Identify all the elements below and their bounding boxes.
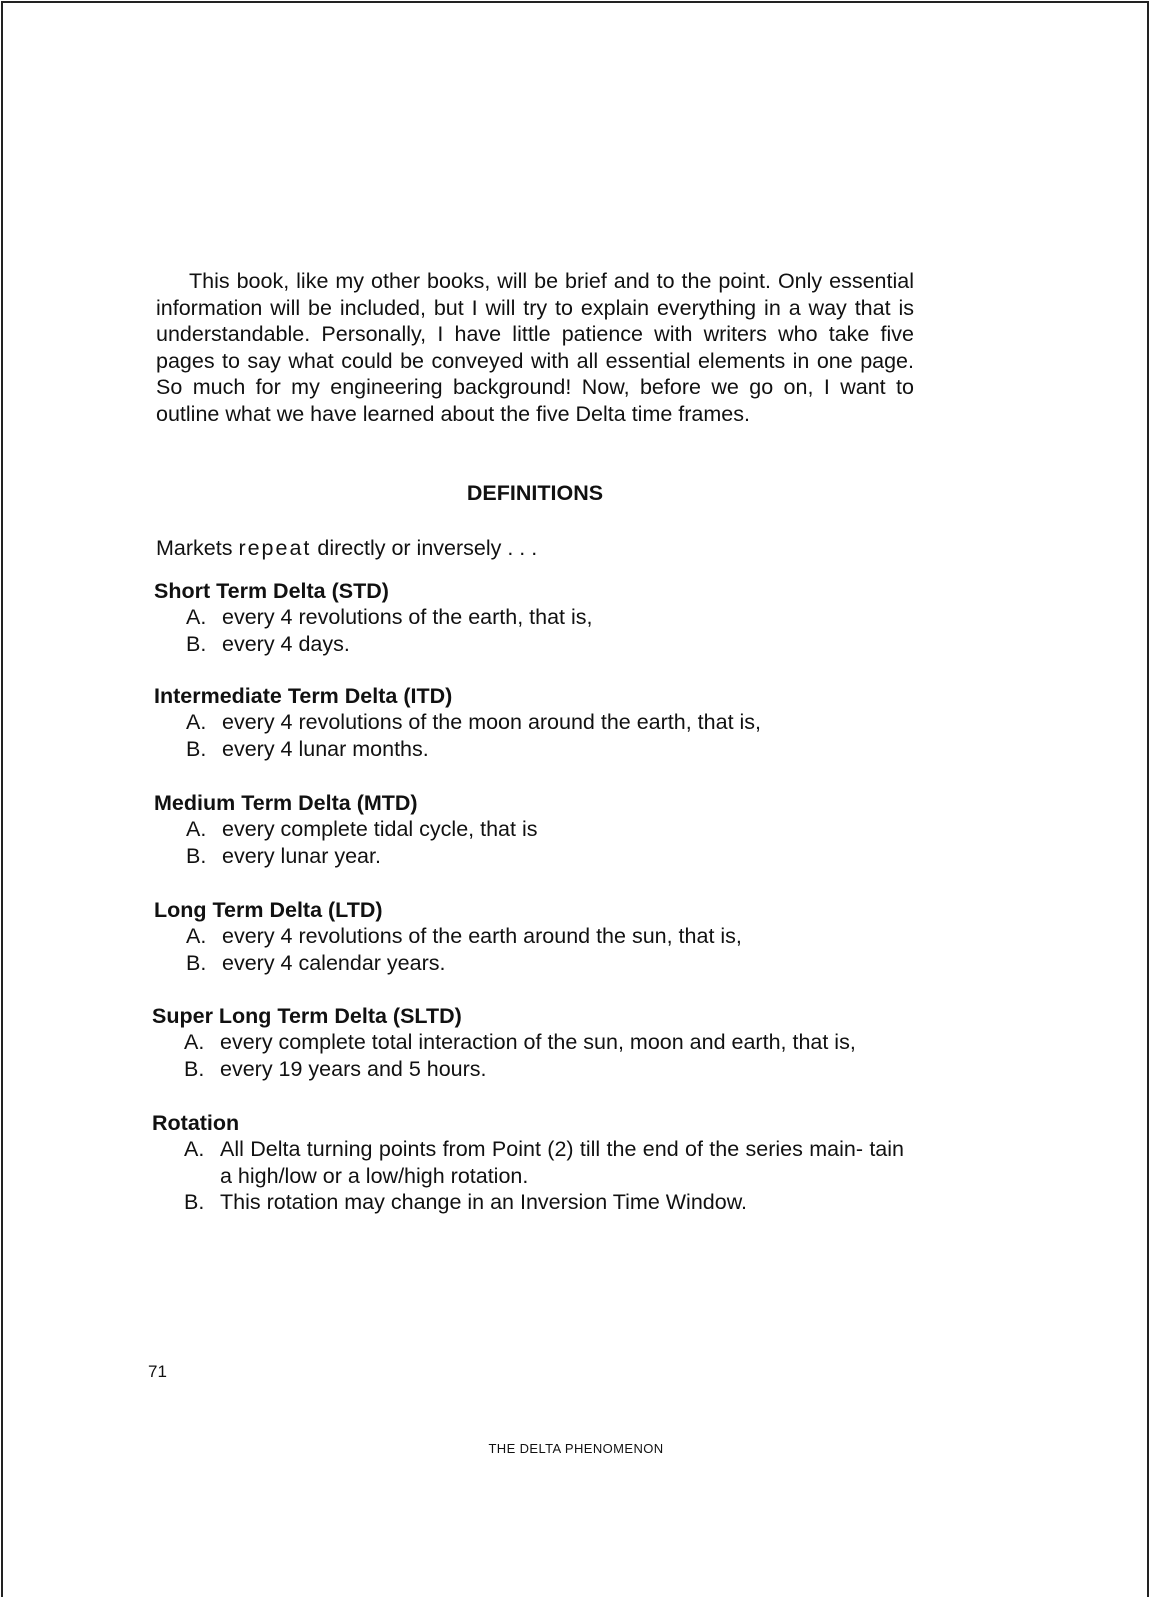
- item-text: every complete tidal cycle, that is: [222, 817, 538, 841]
- definition-itd: [154, 683, 914, 762]
- item-text: every 4 revolutions of the earth, that is,: [222, 605, 593, 629]
- definition-item: [154, 923, 914, 950]
- item-letter: B.: [186, 631, 207, 656]
- running-footer: THE DELTA PHENOMENON: [488, 1441, 664, 1456]
- item-letter: A.: [186, 605, 207, 629]
- definition-mtd: [154, 790, 914, 869]
- definition-item: [154, 631, 914, 658]
- definition-title: Rotation: [152, 1111, 240, 1135]
- item-text: every 4 revolutions of the moon around the earth, that is,: [222, 710, 762, 734]
- item-text: every 4 lunar months.: [222, 736, 429, 761]
- item-letter: B.: [184, 1190, 205, 1214]
- item-text: every 19 years and 5 hours.: [220, 1056, 487, 1081]
- item-text: every 4 days.: [222, 631, 350, 656]
- definition-item: [152, 1189, 904, 1216]
- definition-item: [154, 709, 914, 736]
- item-letter: A.: [184, 1137, 205, 1161]
- item-text: every 4 revolutions of the earth around the sun, that is,: [222, 924, 742, 948]
- item-letter: A.: [184, 1030, 205, 1054]
- item-letter: A.: [186, 710, 207, 734]
- definition-item: [152, 1056, 912, 1083]
- item-letter: A.: [186, 924, 207, 948]
- lead-after: directly or inversely . . .: [311, 536, 538, 560]
- definition-item: [154, 843, 914, 870]
- item-text: every complete total interaction of the sun, moon and earth, that is,: [220, 1030, 856, 1054]
- item-letter: B.: [186, 736, 207, 761]
- definitions-heading: DEFINITIONS: [466, 481, 604, 505]
- lead-emphasis: repeat: [238, 536, 312, 560]
- lead-before: Markets: [156, 536, 239, 560]
- definition-item: [154, 950, 914, 977]
- definition-ltd: [154, 897, 914, 976]
- definition-item: [152, 1136, 904, 1189]
- definition-sltd: [152, 1003, 912, 1082]
- definition-std: [154, 578, 914, 657]
- definition-title: Long Term Delta (LTD): [154, 898, 383, 922]
- item-text: All Delta turning points from Point (2) till the end of the series main- tain a high/low or a low/high rotation.: [220, 1137, 904, 1188]
- item-text: every lunar year.: [222, 843, 381, 868]
- lead-sentence: [156, 536, 537, 561]
- definition-item: [154, 604, 914, 631]
- definition-item: [154, 816, 914, 843]
- definition-item: [152, 1029, 912, 1056]
- definition-title: Intermediate Term Delta (ITD): [154, 684, 453, 708]
- item-letter: B.: [186, 950, 207, 975]
- item-text: every 4 calendar years.: [222, 950, 446, 975]
- item-letter: B.: [184, 1056, 205, 1081]
- definition-title: Medium Term Delta (MTD): [154, 791, 418, 815]
- definition-rotation: [152, 1110, 904, 1216]
- definition-item: [154, 736, 914, 763]
- item-text: This rotation may change in an Inversion Time Window.: [220, 1190, 748, 1214]
- page-number: 71: [148, 1362, 167, 1381]
- item-letter: B.: [186, 843, 207, 868]
- intro-paragraph: This book, like my other books, will be brief and to the point. Only essential information will be included, but I will try to explain everything in a way that is understandable. Personally, I have little patience with writers who take five pages to say what could be conveyed with all essential elements in one page. So much for my engineering background! Now, before we go on, I want to outline what we have learned about the five Delta time frames.: [156, 269, 914, 426]
- definition-title: Super Long Term Delta (SLTD): [152, 1004, 462, 1028]
- item-letter: A.: [186, 817, 207, 841]
- definition-title: Short Term Delta (STD): [154, 579, 389, 603]
